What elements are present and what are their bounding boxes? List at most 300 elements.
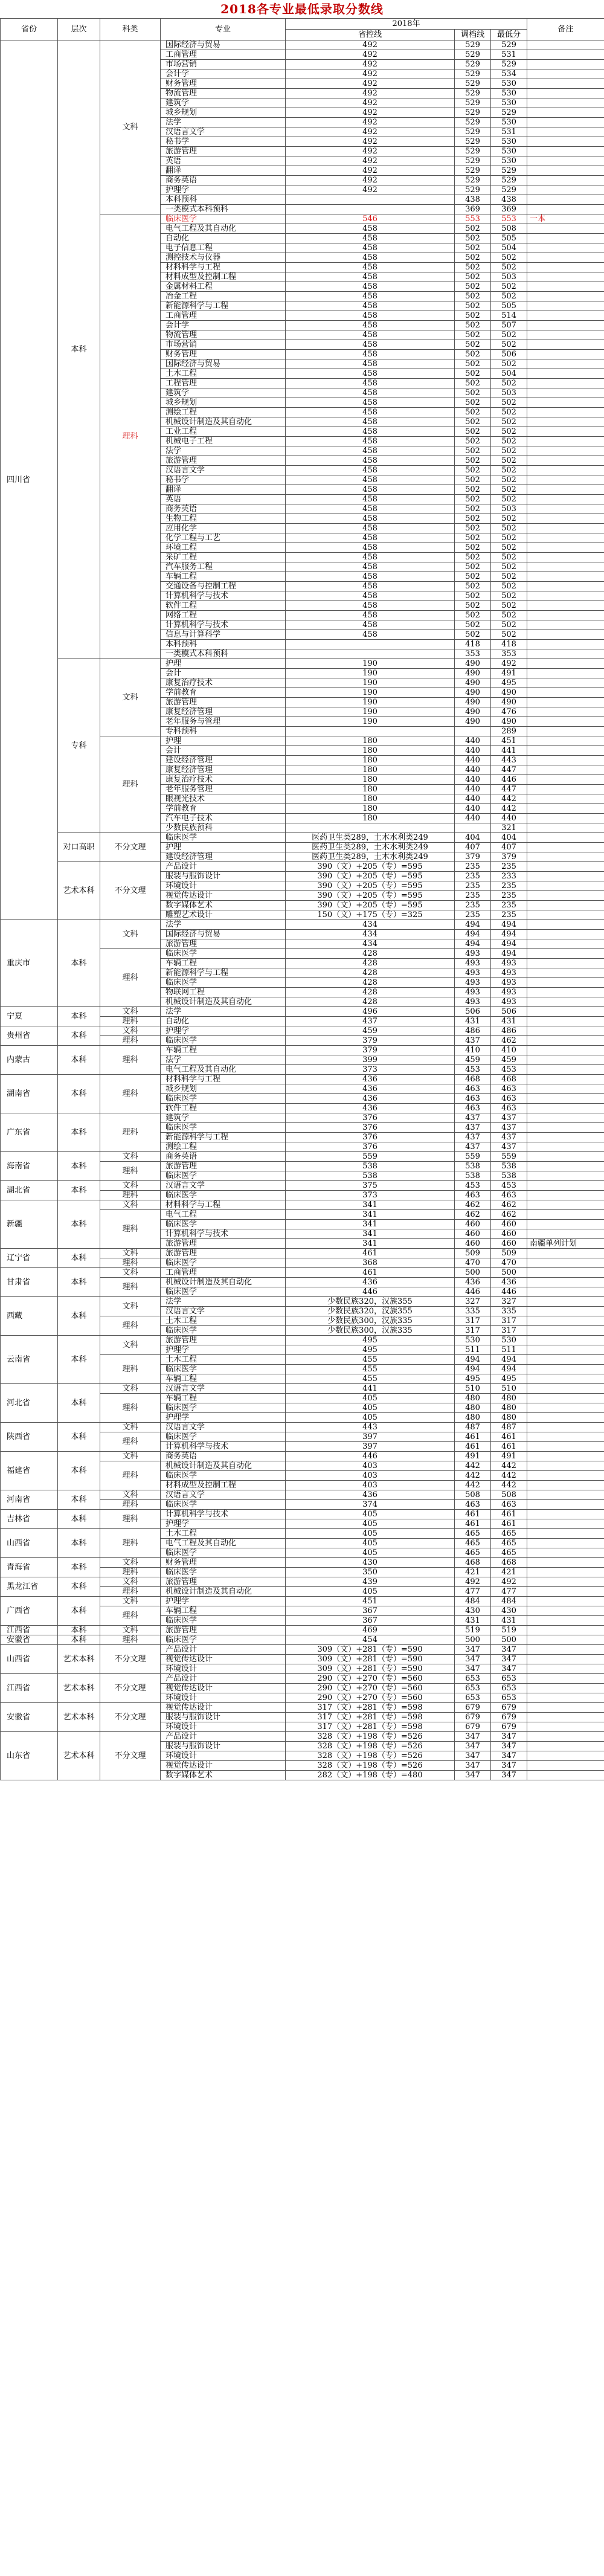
note-cell [527,1616,604,1626]
note-cell [527,1413,604,1423]
major-cell: 城乡规划 [161,1084,286,1094]
level-cell: 本科 [58,1510,100,1529]
min-score-cell: 470 [491,1258,527,1268]
header-major: 专业 [161,19,286,40]
prov-line-cell: 458 [286,379,455,388]
province-cell: 甘肃省 [1,1268,58,1297]
table-row [1,862,604,872]
note-cell [527,388,604,398]
note-cell [527,553,604,562]
table-row [1,40,604,50]
prov-line-cell: 559 [286,1152,455,1162]
prov-line-cell: 492 [286,137,455,147]
prov-line-cell: 458 [286,408,455,417]
note-cell [527,1587,604,1597]
min-score-cell: 453 [491,1065,527,1075]
major-cell: 眼视光技术 [161,794,286,804]
file-line-cell: 442 [455,1481,491,1490]
prov-line-cell: 350 [286,1568,455,1577]
file-line-cell: 347 [455,1645,491,1655]
prov-line-cell: 397 [286,1432,455,1442]
province-cell: 福建省 [1,1452,58,1490]
level-cell: 本科 [58,1558,100,1577]
major-cell: 环境设计 [161,1722,286,1732]
min-score-cell: 502 [491,282,527,292]
major-cell: 土木工程 [161,369,286,379]
file-line-cell: 436 [455,1278,491,1287]
file-line-cell: 235 [455,910,491,920]
min-score-cell: 436 [491,1278,527,1287]
file-line-cell: 437 [455,1036,491,1046]
prov-line-cell: 492 [286,127,455,137]
category-cell: 文科 [100,920,161,949]
level-cell: 本科 [58,1626,100,1635]
note-cell [527,1693,604,1703]
prov-line-cell: 436 [286,1084,455,1094]
note-cell [527,1500,604,1510]
prov-line-cell: 458 [286,630,455,640]
file-line-cell: 509 [455,1249,491,1258]
file-line-cell: 502 [455,611,491,620]
note-cell [527,272,604,282]
file-line-cell: 493 [455,949,491,959]
category-cell: 理科 [100,1432,161,1452]
table-row [1,920,604,930]
major-cell: 电子信息工程 [161,243,286,253]
min-score-cell: 534 [491,69,527,79]
major-cell: 会计学 [161,69,286,79]
category-cell: 理科 [100,1316,161,1336]
prov-line-cell [286,205,455,214]
min-score-cell: 235 [491,891,527,901]
major-cell: 机械设计制造及其自动化 [161,1278,286,1287]
major-cell: 本科预科 [161,640,286,649]
note-cell [527,437,604,446]
major-cell: 应用化学 [161,524,286,533]
note-cell [527,1355,604,1365]
category-cell: 文科 [100,1249,161,1258]
file-line-cell: 679 [455,1713,491,1722]
prov-line-cell: 458 [286,572,455,582]
major-cell: 汉语言文学 [161,1490,286,1500]
min-score-cell: 430 [491,1606,527,1616]
category-cell: 不分文理 [100,833,161,862]
note-cell [527,524,604,533]
note-cell [527,282,604,292]
note-cell [527,1384,604,1394]
major-cell: 车辆工程 [161,1394,286,1403]
min-score-cell: 463 [491,1500,527,1510]
min-score-cell: 431 [491,1616,527,1626]
major-cell: 商务英语 [161,1452,286,1461]
note-cell [527,1171,604,1181]
prov-line-cell: 458 [286,437,455,446]
note-cell [527,1094,604,1104]
level-cell: 本科 [58,1007,100,1026]
note-cell [527,485,604,495]
file-line-cell: 502 [455,388,491,398]
prov-line-cell: 458 [286,224,455,234]
major-cell: 视觉传达设计 [161,1655,286,1664]
min-score-cell: 486 [491,1026,527,1036]
prov-line-cell: 医药卫生类289，土木水利类249 [286,843,455,852]
major-cell: 秘书学 [161,475,286,485]
province-cell: 黑龙江省 [1,1577,58,1597]
prov-line-cell: 495 [286,1345,455,1355]
prov-line-cell: 309（文）+281（专）=590 [286,1655,455,1664]
note-cell [527,195,604,205]
file-line-cell: 502 [455,301,491,311]
file-line-cell: 418 [455,640,491,649]
note-cell [527,1123,604,1133]
category-cell: 文科 [100,1423,161,1432]
province-cell: 重庆市 [1,920,58,1007]
category-cell: 文科 [100,659,161,736]
province-cell: 江西省 [1,1674,58,1703]
prov-line-cell [286,727,455,736]
major-cell: 汉语言文学 [161,466,286,475]
note-cell [527,1297,604,1307]
major-cell: 临床医学 [161,1548,286,1558]
category-cell: 不分文理 [100,1645,161,1674]
note-cell [527,1655,604,1664]
min-score-cell: 653 [491,1693,527,1703]
file-line-cell: 327 [455,1297,491,1307]
note-cell [527,659,604,669]
major-cell: 护理学 [161,1519,286,1529]
major-cell: 临床医学 [161,1191,286,1200]
prov-line-cell: 437 [286,1017,455,1026]
min-score-cell: 502 [491,591,527,601]
prov-line-cell: 430 [286,1558,455,1568]
min-score-cell: 463 [491,1094,527,1104]
level-cell: 艺术本科 [58,1732,100,1780]
file-line-cell: 410 [455,1046,491,1055]
note-cell [527,147,604,156]
file-line-cell: 486 [455,1026,491,1036]
note-cell [527,1597,604,1606]
major-cell: 计算机科学与技术 [161,620,286,630]
min-score-cell: 494 [491,920,527,930]
major-cell: 电气工程及其自动化 [161,224,286,234]
file-line-cell: 495 [455,1374,491,1384]
prov-line-cell: 458 [286,504,455,514]
major-cell: 环境设计 [161,1664,286,1674]
level-cell: 本科 [58,1113,100,1152]
major-cell: 机械设计制造及其自动化 [161,1461,286,1471]
note-cell [527,707,604,717]
file-line-cell: 502 [455,620,491,630]
category-cell: 文科 [100,40,161,214]
file-line-cell: 490 [455,698,491,707]
note-cell [527,301,604,311]
major-cell: 旅游管理 [161,939,286,949]
major-cell: 旅游管理 [161,1336,286,1345]
prov-line-cell: 医药卫生类289，土木水利类249 [286,852,455,862]
file-line-cell: 502 [455,272,491,282]
file-line-cell: 502 [455,601,491,611]
major-cell: 土木工程 [161,1529,286,1539]
note-cell [527,930,604,939]
header-category: 科类 [100,19,161,40]
major-cell: 测绘工程 [161,408,286,417]
header-file-line: 调档线 [455,30,491,40]
major-cell: 汉语言文学 [161,1423,286,1432]
min-score-cell: 289 [491,727,527,736]
level-cell: 本科 [58,1423,100,1452]
file-line-cell: 235 [455,881,491,891]
prov-line-cell: 439 [286,1577,455,1587]
prov-line-cell: 458 [286,485,455,495]
major-cell: 临床医学 [161,1568,286,1577]
prov-line-cell: 492 [286,98,455,108]
note-cell [527,1742,604,1751]
file-line-cell: 653 [455,1693,491,1703]
level-cell: 本科 [58,1075,100,1113]
prov-line-cell: 458 [286,562,455,572]
prov-line-cell: 451 [286,1597,455,1606]
min-score-cell: 235 [491,862,527,872]
major-cell: 少数民族预科 [161,823,286,833]
category-cell: 理科 [100,1210,161,1249]
file-line-cell: 502 [455,379,491,388]
level-cell: 本科 [58,1200,100,1249]
min-score-cell: 502 [491,359,527,369]
prov-line-cell: 458 [286,591,455,601]
major-cell: 临床医学 [161,1616,286,1626]
major-cell: 计算机科学与技术 [161,591,286,601]
major-cell: 临床医学 [161,1365,286,1374]
note-cell [527,1703,604,1713]
file-line-cell: 493 [455,959,491,968]
note-cell [527,939,604,949]
min-score-cell: 446 [491,775,527,785]
note-cell [527,1471,604,1481]
note-cell [527,185,604,195]
min-score-cell: 487 [491,1423,527,1432]
file-line-cell: 369 [455,205,491,214]
prov-line-cell: 190 [286,659,455,669]
file-line-cell [455,727,491,736]
note-cell [527,1771,604,1780]
prov-line-cell: 341 [286,1239,455,1249]
prov-line-cell [286,823,455,833]
min-score-cell: 500 [491,1268,527,1278]
prov-line-cell: 434 [286,939,455,949]
min-score-cell: 490 [491,688,527,698]
file-line-cell: 506 [455,1007,491,1017]
min-score-cell: 484 [491,1597,527,1606]
major-cell: 计算机科学与技术 [161,1442,286,1452]
note-cell [527,901,604,910]
major-cell: 英语 [161,156,286,166]
min-score-cell: 530 [491,118,527,127]
prov-line-cell: 458 [286,234,455,243]
min-score-cell: 502 [491,379,527,388]
major-cell: 法学 [161,920,286,930]
major-cell: 雕塑艺术设计 [161,910,286,920]
prov-line-cell: 436 [286,1104,455,1113]
file-line-cell: 502 [455,369,491,379]
file-line-cell: 679 [455,1722,491,1732]
note-cell [527,910,604,920]
file-line-cell: 502 [455,292,491,301]
note-cell [527,1684,604,1693]
prov-line-cell: 405 [286,1394,455,1403]
min-score-cell: 679 [491,1722,527,1732]
major-cell: 新能源科学与工程 [161,1133,286,1142]
file-line-cell: 529 [455,50,491,60]
note-cell [527,698,604,707]
major-cell: 测绘工程 [161,1142,286,1152]
file-line-cell: 491 [455,1452,491,1461]
file-line-cell: 529 [455,137,491,147]
category-cell: 文科 [100,1558,161,1568]
file-line-cell: 235 [455,862,491,872]
min-score-cell: 451 [491,736,527,746]
min-score-cell: 502 [491,427,527,437]
prov-line-cell: 492 [286,147,455,156]
prov-line-cell: 458 [286,369,455,379]
file-line-cell: 490 [455,678,491,688]
file-line-cell: 484 [455,1597,491,1606]
level-cell: 本科 [58,1181,100,1200]
file-line-cell: 502 [455,263,491,272]
note-cell [527,321,604,330]
file-line-cell: 502 [455,359,491,369]
min-score-cell: 502 [491,582,527,591]
note-cell [527,1278,604,1287]
note-cell [527,746,604,756]
header-year: 2018年 [286,19,527,30]
min-score-cell: 335 [491,1307,527,1316]
file-line-cell: 440 [455,814,491,823]
note-cell [527,1142,604,1152]
note-cell [527,127,604,137]
min-score-cell: 505 [491,301,527,311]
note-cell [527,1104,604,1113]
prov-line-cell: 328（文）+198（专）=526 [286,1761,455,1771]
major-cell: 视觉传达设计 [161,1761,286,1771]
file-line-cell: 437 [455,1113,491,1123]
file-line-cell: 529 [455,147,491,156]
prov-line-cell: 428 [286,959,455,968]
file-line-cell: 653 [455,1674,491,1684]
category-cell: 理科 [100,1606,161,1626]
min-score-cell: 418 [491,640,527,649]
note-cell [527,978,604,988]
file-line-cell: 440 [455,794,491,804]
major-cell: 财务管理 [161,1558,286,1568]
file-line-cell: 493 [455,978,491,988]
province-cell: 湖南省 [1,1075,58,1113]
min-score-cell: 353 [491,649,527,659]
file-line-cell: 502 [455,243,491,253]
major-cell: 材料科学与工程 [161,1200,286,1210]
file-line-cell: 461 [455,1432,491,1442]
file-line-cell: 502 [455,427,491,437]
note-cell [527,379,604,388]
level-cell: 本科 [58,40,100,659]
file-line-cell: 500 [455,1268,491,1278]
note-cell [527,408,604,417]
note-cell [527,1200,604,1210]
file-line-cell: 494 [455,1355,491,1365]
min-score-cell: 502 [491,263,527,272]
prov-line-cell: 461 [286,1249,455,1258]
category-cell: 理科 [100,1500,161,1510]
prov-line-cell: 190 [286,678,455,688]
note-cell [527,1249,604,1258]
prov-line-cell: 180 [286,814,455,823]
category-cell: 文科 [100,1200,161,1210]
major-cell: 一类模式本科预科 [161,205,286,214]
prov-line-cell: 医药卫生类289，土木水利类249 [286,833,455,843]
min-score-cell: 502 [491,456,527,466]
min-score-cell: 508 [491,1490,527,1500]
major-cell: 汉语言文学 [161,1307,286,1316]
category-cell: 文科 [100,1384,161,1394]
prov-line-cell: 458 [286,456,455,466]
prov-line-cell: 492 [286,50,455,60]
note-cell [527,562,604,572]
note-cell [527,968,604,978]
min-score-cell: 493 [491,968,527,978]
major-cell: 工商管理 [161,1268,286,1278]
prov-line-cell: 405 [286,1548,455,1558]
min-score-cell: 437 [491,1133,527,1142]
table-row [1,1703,604,1713]
prov-line-cell: 496 [286,1007,455,1017]
major-cell: 临床医学 [161,1287,286,1297]
prov-line-cell: 374 [286,1500,455,1510]
note-cell [527,1645,604,1655]
category-cell: 文科 [100,1152,161,1162]
province-cell: 内蒙古 [1,1046,58,1075]
min-score-cell: 461 [491,1510,527,1519]
file-line-cell: 653 [455,1684,491,1693]
note-cell [527,118,604,127]
major-cell: 建设经济管理 [161,852,286,862]
province-cell: 新疆 [1,1200,58,1249]
prov-line-cell: 436 [286,1075,455,1084]
note-cell [527,1316,604,1326]
note-cell [527,1626,604,1635]
prov-line-cell: 492 [286,185,455,195]
note-cell [527,446,604,456]
prov-line-cell: 492 [286,108,455,118]
min-score-cell: 235 [491,881,527,891]
file-line-cell: 500 [455,1635,491,1645]
prov-line-cell: 390（文）+205（专）=595 [286,881,455,891]
category-cell: 文科 [100,1490,161,1500]
note-cell [527,1307,604,1316]
min-score-cell: 459 [491,1055,527,1065]
major-cell: 会计 [161,746,286,756]
category-cell: 理科 [100,1394,161,1423]
level-cell: 专科 [58,659,100,833]
note-cell [527,1374,604,1384]
major-cell: 自动化 [161,234,286,243]
table-row [1,1452,604,1461]
min-score-cell: 502 [491,495,527,504]
major-cell: 信息与计算科学 [161,630,286,640]
note-cell [527,765,604,775]
province-cell: 湖北省 [1,1181,58,1200]
min-score-cell: 490 [491,717,527,727]
prov-line-cell: 458 [286,311,455,321]
note-cell [527,224,604,234]
